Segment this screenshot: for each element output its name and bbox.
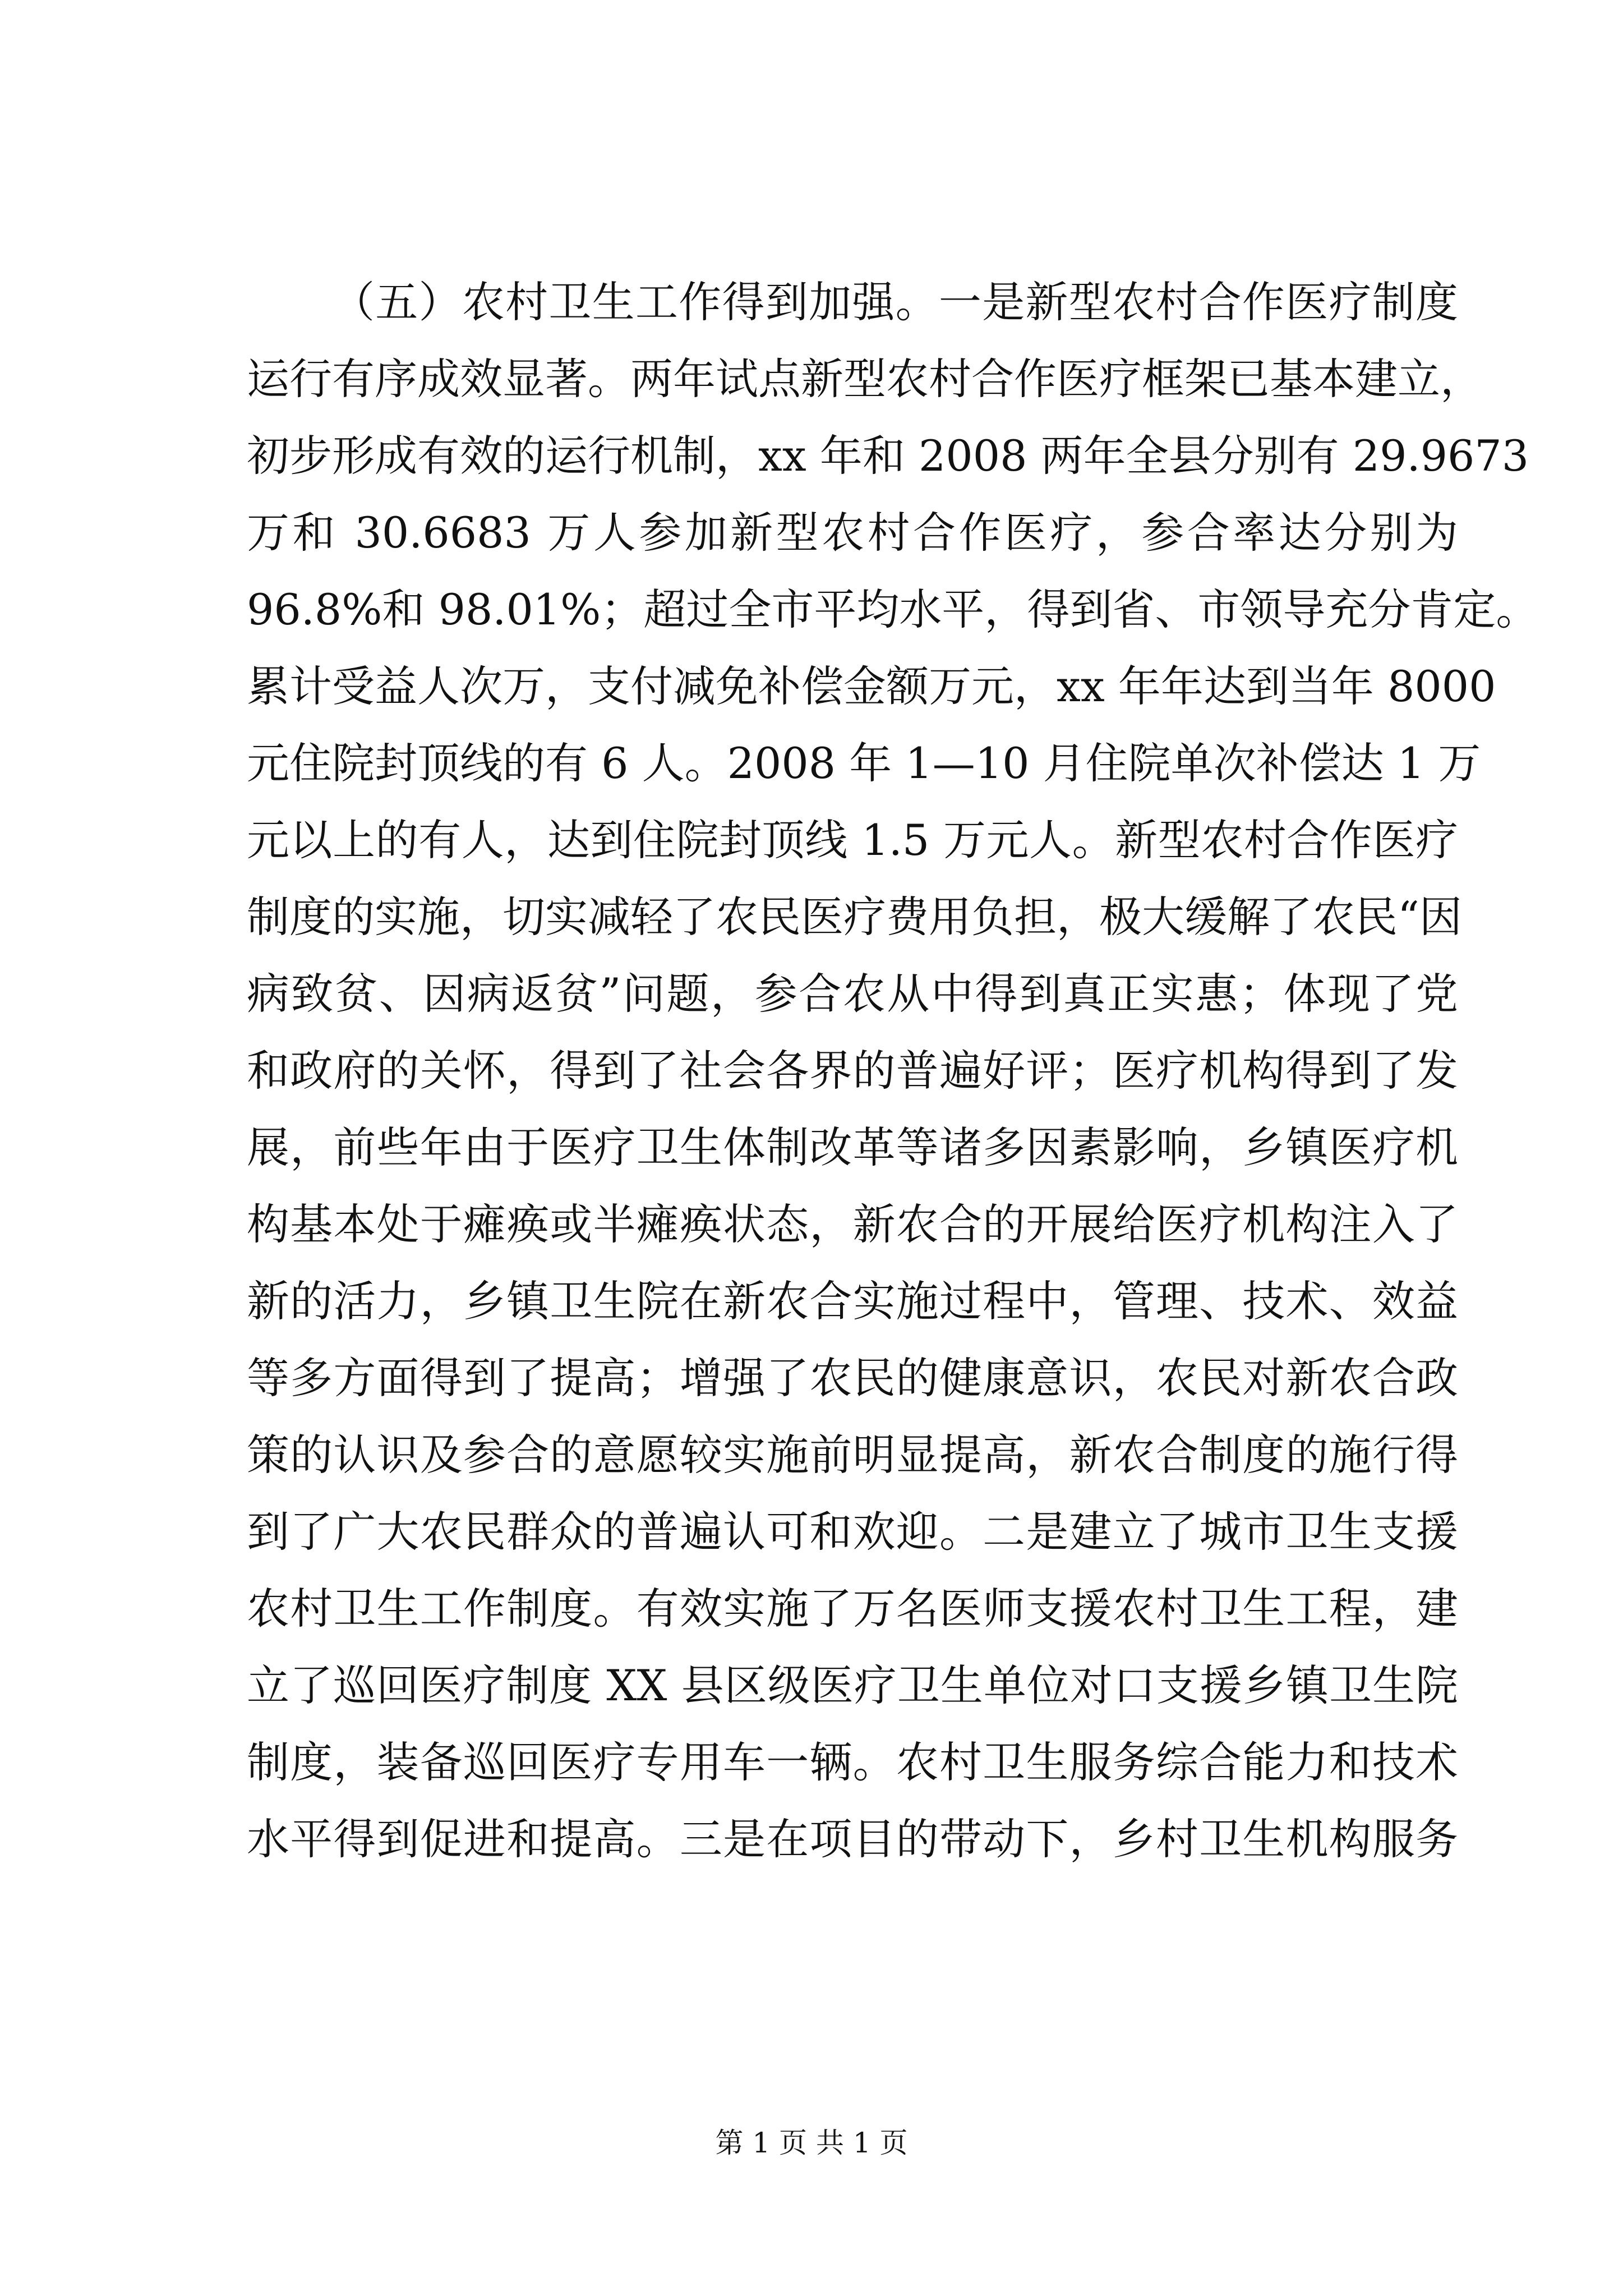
text-line: 制度的实施，切实减轻了农民医疗费用负担，极大缓解了农民“因 — [247, 892, 1462, 942]
text-line: 等多方面得到了提高；增强了农民的健康意识，农民对新农合政 — [247, 1353, 1458, 1403]
text-line: 策的认识及参合的意愿较实施前明显提高，新农合制度的施行得 — [247, 1430, 1458, 1480]
text-line: 立了巡回医疗制度 XX 县区级医疗卫生单位对口支援乡镇卫生院 — [247, 1660, 1458, 1710]
text-line: 累计受益人次万，支付减免补偿金额万元，xx 年年达到当年 8000 — [247, 661, 1496, 711]
text-line: 制度，装备巡回医疗专用车一辆。农村卫生服务综合能力和技术 — [247, 1737, 1458, 1787]
text-line: 元住院封顶线的有 6 人。2008 年 1—10 月住院单次补偿达 1 万 — [247, 738, 1481, 788]
body-paragraph — [247, 264, 1539, 1878]
text-line: 元以上的有人，达到住院封顶线 1.5 万元人。新型农村合作医疗 — [247, 815, 1458, 865]
text-line: 农村卫生工作制度。有效实施了万名医师支援农村卫生工程，建 — [247, 1584, 1458, 1634]
text-line: 构基本处于瘫痪或半瘫痪状态，新农合的开展给医疗机构注入了 — [247, 1199, 1458, 1249]
text-line: 病致贫、因病返贫”问题，参合农从中得到真正实惠；体现了党 — [247, 969, 1458, 1019]
text-line: 初步形成有效的运行机制，xx 年和 2008 两年全县分别有 29.9673 — [247, 431, 1529, 481]
text-line: 96.8%和 98.01%；超过全市平均水平，得到省、市领导充分肯定。 — [247, 585, 1539, 634]
page-footer: 第 1 页 共 1 页 — [715, 2127, 908, 2159]
text-line: 万和 30.6683 万人参加新型农村合作医疗，参合率达分别为 — [247, 508, 1458, 558]
text-line: （五）农村卫生工作得到加强。一是新型农村合作医疗制度 — [332, 277, 1458, 327]
text-line: 和政府的关怀，得到了社会各界的普遍好评；医疗机构得到了发 — [247, 1046, 1458, 1096]
text-line: 水平得到促进和提高。三是在项目的带动下，乡村卫生机构服务 — [247, 1814, 1458, 1864]
text-line: 运行有序成效显著。两年试点新型农村合作医疗框架已基本建立， — [247, 354, 1483, 404]
text-line: 新的活力，乡镇卫生院在新农合实施过程中，管理、技术、效益 — [247, 1276, 1458, 1326]
text-line: 展，前些年由于医疗卫生体制改革等诸多因素影响，乡镇医疗机 — [247, 1122, 1458, 1172]
text-line: 到了广大农民群众的普遍认可和欢迎。二是建立了城市卫生支援 — [247, 1507, 1458, 1557]
